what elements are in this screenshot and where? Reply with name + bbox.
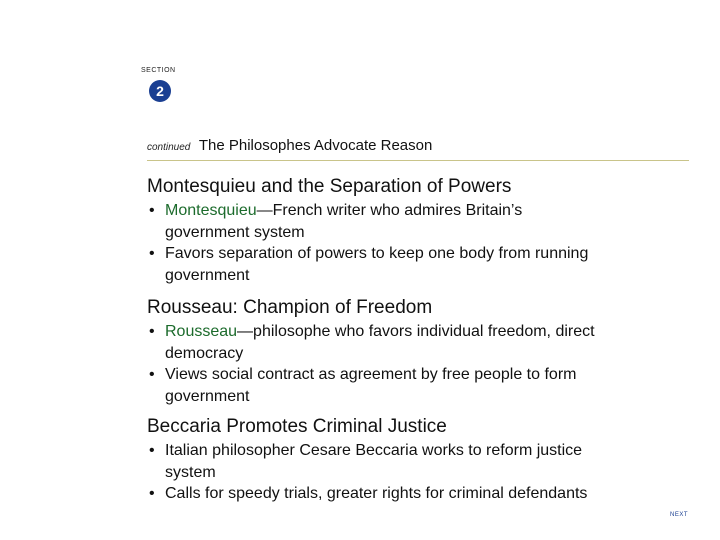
- bullet-item: [147, 483, 597, 505]
- bullet-item: [147, 321, 597, 364]
- bullet-item: [147, 364, 597, 407]
- bullet-text: Favors separation of powers to keep one body from running government: [165, 245, 589, 284]
- page-title: The Philosophes Advocate Reason: [198, 137, 433, 154]
- continued-label: continued: [147, 142, 191, 153]
- bullet-item: [147, 243, 597, 286]
- heading-montesquieu: Montesquieu and the Separation of Powers: [147, 176, 512, 197]
- heading-beccaria: Beccaria Promotes Criminal Justice: [147, 416, 447, 437]
- section-number-badge: 2: [149, 80, 171, 102]
- bullet-list-montesquieu: [147, 200, 597, 286]
- bullet-text: —French writer who admires Britain’s government system: [165, 202, 523, 241]
- next-button[interactable]: NEXT: [670, 512, 689, 518]
- heading-rousseau: Rousseau: Champion of Freedom: [147, 297, 433, 318]
- bullet-list-rousseau: [147, 321, 597, 407]
- key-term: Rousseau: [165, 323, 238, 340]
- key-term: Montesquieu: [165, 202, 257, 219]
- slide-title: [147, 137, 432, 155]
- section-label: SECTION: [141, 67, 176, 74]
- bullet-text: Calls for speedy trials, greater rights for criminal defendants: [165, 485, 588, 502]
- bullet-text: Views social contract as agreement by free people to form government: [165, 366, 577, 405]
- bullet-item: [147, 200, 597, 243]
- bullet-text: Italian philosopher Cesare Beccaria works to reform justice system: [165, 442, 583, 481]
- bullet-item: [147, 440, 597, 483]
- title-divider: [147, 160, 689, 161]
- bullet-text: —philosophe who favors individual freedom, direct democracy: [165, 323, 595, 362]
- bullet-list-beccaria: [147, 440, 597, 505]
